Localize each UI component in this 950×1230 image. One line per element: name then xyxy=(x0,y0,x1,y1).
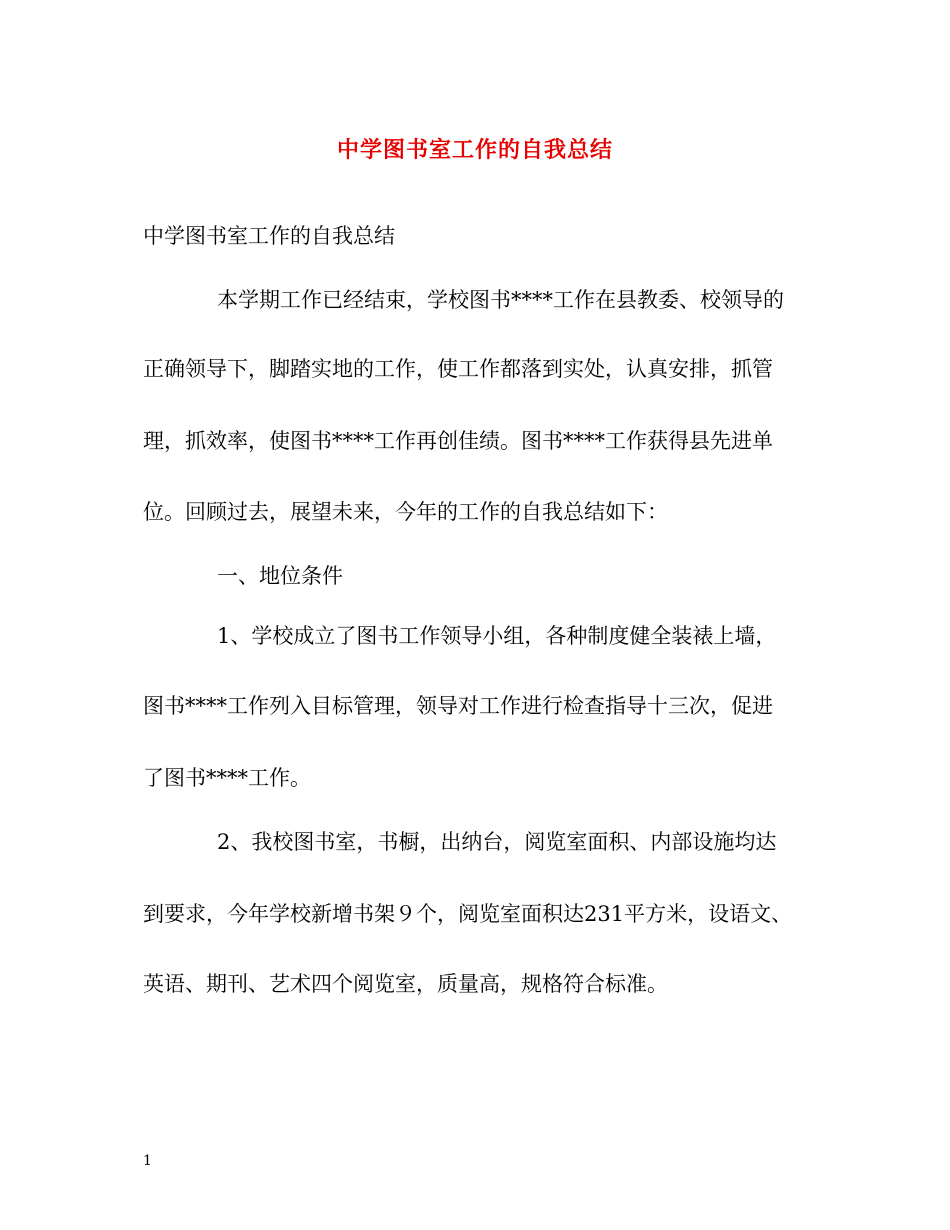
body-line-5: 位。回顾过去，展望未来，今年的工作的自我总结如下： xyxy=(143,500,668,524)
body-line-4: 理，抓效率，使图书****工作再创佳绩。图书****工作获得县先进单 xyxy=(143,429,773,453)
document-title: 中学图书室工作的自我总结 xyxy=(336,137,613,163)
body-line-10: 2、我校图书室，书橱，出纳台，阅览室面积、内部设施均达 xyxy=(217,830,777,854)
body-line-2: 本学期工作已经结束，学校图书****工作在县教委、校领导的 xyxy=(217,288,784,312)
body-line-7: 1、学校成立了图书工作领导小组，各种制度健全装裱上墙， xyxy=(217,624,777,648)
body-line-8: 图书****工作列入目标管理，领导对工作进行检查指导十三次，促进 xyxy=(143,694,773,718)
body-line-3: 正确领导下，脚踏实地的工作，使工作都落到实处，认真安排，抓管 xyxy=(143,357,773,381)
body-line-11: 到要求，今年学校新增书架９个，阅览室面积达231平方米，设语文、 xyxy=(143,902,793,926)
body-line-12: 英语、期刊、艺术四个阅览室，质量高，规格符合标准。 xyxy=(143,972,668,996)
section-heading: 一、地位条件 xyxy=(217,564,343,588)
body-line-1: 中学图书室工作的自我总结 xyxy=(143,224,395,248)
body-line-9: 了图书****工作。 xyxy=(143,766,311,790)
page-number: 1 xyxy=(143,1153,152,1169)
